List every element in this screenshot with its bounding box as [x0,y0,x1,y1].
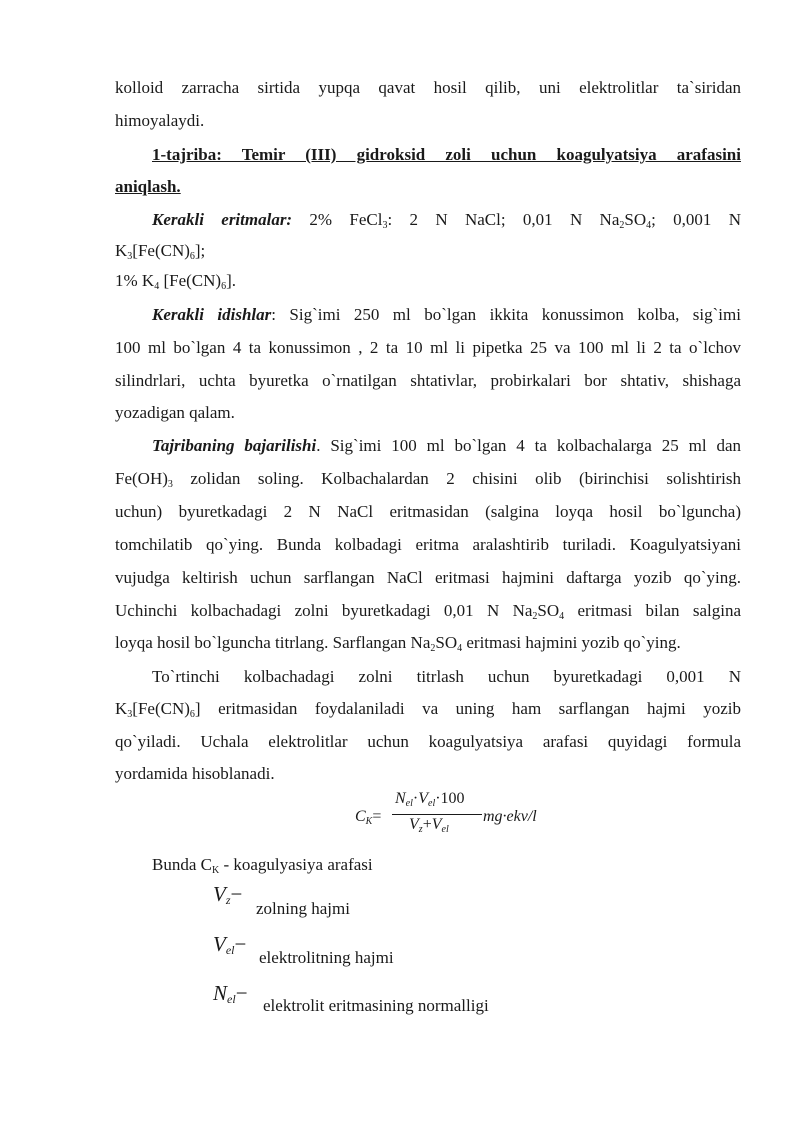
procedure-line-3: uchun) byuretkadagi 2 N NaCl eritmasidan (salgina loyqa hosil bo`lguncha) [115,502,741,521]
coagulation-formula [355,790,585,850]
experiment-title-line-1: 1-tajriba: Temir (III) gidroksid zoli uchun koagulyatsiya arafasini [152,145,741,164]
equipment-line-3: silindrlari, uchta byuretka o`rnatilgan shtativlar, probirkalari bor shtativ, shishaga [115,371,741,390]
symbol-vz: $V_z-$ [213,882,243,907]
procedure-line-1: Tajribaning bajarilishi. Sig`imi 100 ml bo`lgan 4 ta kolbachalarga 25 ml dan [152,436,742,455]
fourth-line-3: qo`yiladi. Uchala elektrolitlar uchun koagulyatsiya arafasi quyidagi formula [115,732,741,751]
fourth-line-1: To`rtinchi kolbachadagi zolni titrlash uchun byuretkadagi 0,001 N [152,667,741,686]
fraction-bar [392,814,482,815]
definitions-intro: Bunda $C_K$ - koagulyasiya arafasi [152,855,373,876]
equipment-line-1: Kerakli idishlar: Sig`imi 250 ml bo`lgan ikkita konussimon kolba, sig`imi [152,305,741,324]
reagents-label: Kerakli eritmalar: [152,210,293,229]
reagents-line-2: $K_3[Fe(CN)_6]$; [115,241,206,262]
formula-unit: mg·ekv/l [483,808,537,825]
procedure-line-6: Uchinchi kolbachadagi zolni byuretkadagi 0,01 N $Na_2SO_4$ eritmasi bilan salgina [115,601,742,622]
formula-lhs: $C_K=$ [355,808,382,827]
fourth-line-2: $K_3[Fe(CN)_6]$ eritmasidan foydalaniladi va uning ham sarflangan hajmi yozib [115,699,741,720]
reagents-line-3: 1% $K_4$ $[Fe(CN)_6]$. [115,271,236,292]
procedure-line-2: $Fe(OH)_3$ zolidan soling. Kolbachalardan 2 chisini olib (birinchisi solishtirish [115,469,741,490]
symbol-nel: $N_{el}-$ [213,981,248,1006]
definition-text: elektrolit eritmasining normalligi [263,996,489,1015]
equipment-line-4: yozadigan qalam. [115,403,235,422]
procedure-label: Tajribaning bajarilishi [152,436,317,455]
definition-text: zolning hajmi [256,899,350,918]
procedure-line-5: vujudga keltirish uchun sarflangan NaCl eritmasi hajmini daftarga yozib qo`ying. [115,568,741,587]
procedure-line-4: tomchilatib qo`ying. Bunda kolbadagi eritma aralashtirib turiladi. Koagulyatsiyani [115,535,741,554]
procedure-line-7: loyqa hosil bo`lguncha titrlang. Sarflangan $Na_2SO_4$ eritmasi hajmini yozib qo`ying. [115,633,681,654]
fourth-line-4: yordamida hisoblanadi. [115,764,275,783]
formula-numerator: $N_{el}\cdot V_{el}\cdot 100$ [395,790,465,809]
equipment-line-2: 100 ml bo`lgan 4 ta konussimon , 2 ta 10 ml li pipetka 25 va 100 ml li 2 ta o`lchov [115,338,741,357]
symbol-vel: $V_{el}-$ [213,932,247,957]
intro-line-1: kolloid zarracha sirtida yupqa qavat hosil qilib, uni elektrolitlar ta`siridan [115,78,741,97]
definition-text: elektrolitning hajmi [259,948,394,967]
reagents-line-1: Kerakli eritmalar: 2% FeCl$_3$: 2 N NaCl; 0,01 N $Na_2SO_4$; 0,001 N [152,210,742,231]
equipment-label: Kerakli idishlar [152,305,272,324]
formula-denominator: $V_z+V_{el}$ [409,816,449,835]
intro-line-2: himoyalaydi. [115,111,205,130]
experiment-title-line-2: aniqlash. [115,177,181,196]
